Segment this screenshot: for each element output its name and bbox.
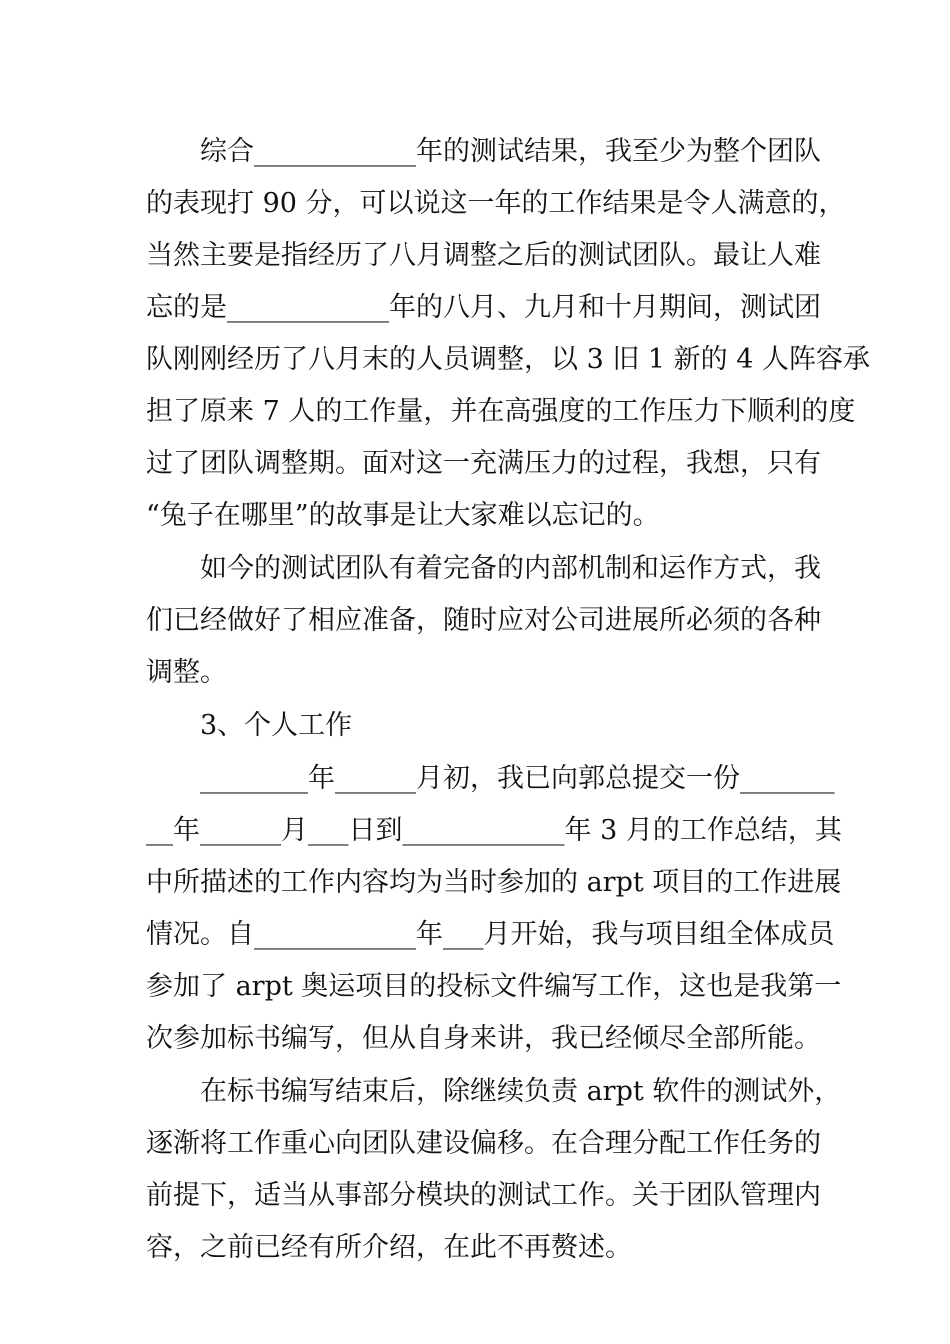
section-title: 3、个人工作 — [200, 710, 353, 741]
text-line: 当然主要是指经历了八月调整之后的测试团队。最让人难 — [146, 240, 821, 271]
text-line: 情况。自____________年___月开始，我与项目组全体成员 — [146, 919, 835, 950]
text-line: 中所描述的工作内容均为当时参加的 arpt 项目的工作进展 — [146, 867, 842, 898]
text-line: ________年______月初，我已向郭总提交一份_______ — [200, 763, 835, 794]
text-line: 参加了 arpt 奥运项目的投标文件编写工作，这也是我第一 — [146, 971, 842, 1002]
text-line: “兔子在哪里”的故事是让大家难以忘记的。 — [146, 500, 660, 531]
document-body — [146, 126, 871, 1274]
text-line: 担了原来 7 人的工作量，并在高强度的工作压力下顺利的度 — [146, 396, 856, 427]
text-line: 的表现打 90 分，可以说这一年的工作结果是令人满意的， — [146, 188, 846, 219]
text-line: 过了团队调整期。面对这一充满压力的过程，我想，只有 — [146, 448, 821, 479]
text-line: 容，之前已经有所介绍，在此不再赘述。 — [146, 1232, 632, 1263]
text-line: 综合____________年的测试结果，我至少为整个团队 — [200, 136, 821, 167]
text-line: 们已经做好了相应准备，随时应对公司进展所必须的各种 — [146, 605, 821, 636]
text-line: 如今的测试团队有着完备的内部机制和运作方式，我 — [200, 553, 821, 584]
paragraph-team-mechanism — [146, 543, 821, 699]
paragraph-team-review — [146, 126, 871, 542]
text-line: 在标书编写结束后，除继续负责 arpt 软件的测试外， — [200, 1076, 842, 1107]
text-line: __年______月___日到____________年 3 月的工作总结，其 — [146, 815, 842, 846]
paragraph-personal-work — [146, 753, 842, 1065]
text-line: 调整。 — [146, 657, 227, 688]
text-line: 队刚刚经历了八月末的人员调整，以 3 旧 1 新的 4 人阵容承 — [146, 344, 871, 375]
text-line: 次参加标书编写，但从自身来讲，我已经倾尽全部所能。 — [146, 1023, 821, 1054]
section-heading — [146, 700, 806, 752]
text-line: 前提下，适当从事部分模块的测试工作。关于团队管理内 — [146, 1180, 821, 1211]
text-line: 忘的是____________年的八月、九月和十月期间，测试团 — [146, 292, 821, 323]
text-line: 逐渐将工作重心向团队建设偏移。在合理分配工作任务的 — [146, 1128, 821, 1159]
paragraph-tender-writing — [146, 1066, 842, 1274]
